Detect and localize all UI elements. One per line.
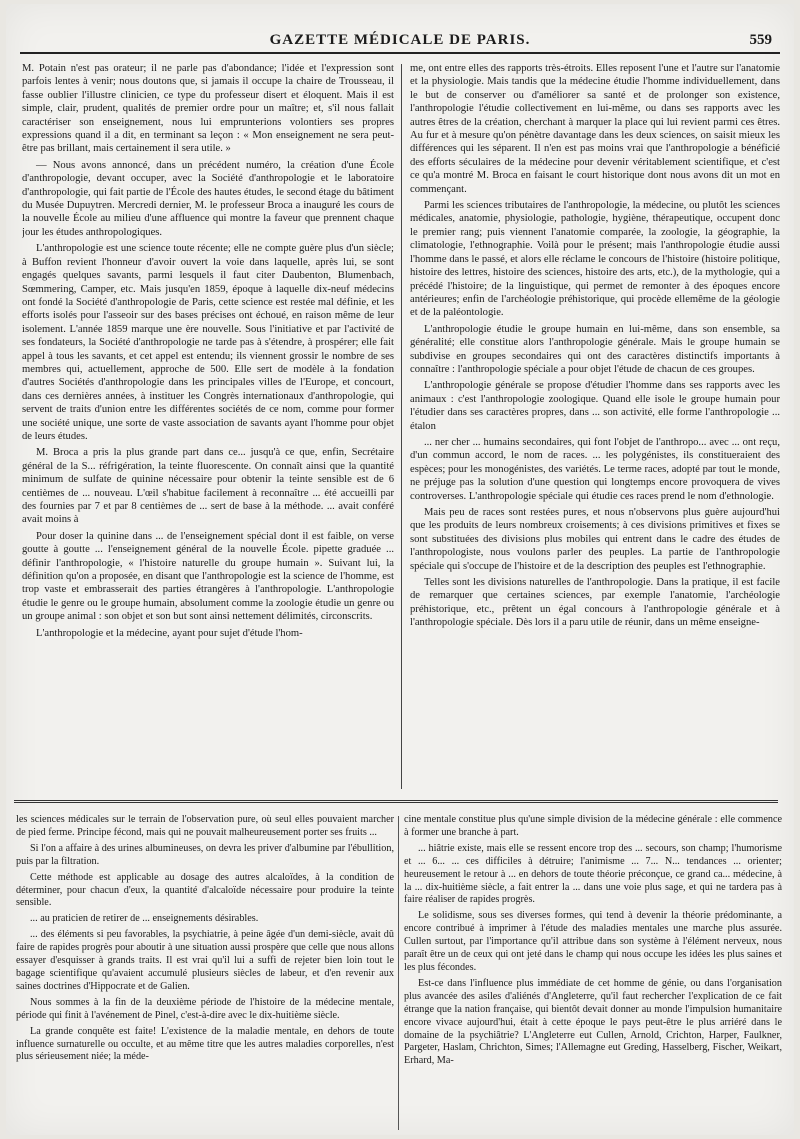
column-divider (401, 64, 402, 789)
paragraph: L'anthropologie étudie le groupe humain en lui-même, dans son ensemble, sa généralité; elle constitue alors l'anthropologie générale. Mais le groupe humain se subdivise en groupes secondaires qui ont des caractères distinctifs importants à connaître : l'anthropologie spéciale a pour objet l'étude de chacun de ces groupes. (410, 323, 780, 375)
paragraph: ... ner cher ... humains secondaires, qui font l'objet de l'anthropo... avec ... ont reçu, d'un commun accord, le nom de races. ... les polygénistes, ils constitueraient des espèces; pour les monogénistes, des variétés. Le terme races, adopté par tout le monde, ne préjuge pas la solution d'une question qui longtemps encore provoquera de vives controverses. L'anthropologie spéciale qui étudie ces races prend le nom d'ethnologie. (410, 436, 780, 502)
paragraph: — Nous avons annoncé, dans un précédent numéro, la création d'une École d'anthropologie, devant occuper, avec la Société d'anthropologie et le laboratoire d'anthropologie, qui fait partie de l'École des hautes études, le second étage du bâtiment du Musée Dupuytren. Mercredi dernier, M. le professeur Broca a inauguré les cours de la nouvelle École au milieu d'une affluence qui montre la faveur que prennent chaque jour les études anthropologiques. (22, 159, 394, 238)
top-right-column (410, 62, 780, 792)
paragraph: M. Broca a pris la plus grande part dans ce... jusqu'à ce que, enfin, Secrétaire général de la S... réfrigération, la teinte fluorescente. On connaît ainsi que la quantité minimum de sulfate de quinine nécessaire pour obtenir la teinte sensible est de 6 centièmes de ... nouveau. L'œil s'habitue facilement à reconnaître ... été accueilli par des fournies par 7 et par 8 centièmes de ... sert de base à la méthode. ... avait conféré avait moins à (22, 447, 394, 526)
paragraph: Pour doser la quinine dans ... de l'enseignement spécial dont il est faible, on verse goutte à goutte ... l'enseignement général de la nouvelle École. pipette graduée ... définir l'anthropologie, « l'histoire naturelle du groupe humain ». Suivant lui, la définition qu'on a proposée, en disant que l'anthropologie est la science de l'homme, est trop vaste et embrasserait des parties étrangères à l'anthropologie. L'anthropologie étudie le genre ou le groupe humain, absolument comme la zoologie étudie un genre ou un groupe animal : son objet et son but sont ainsi nettement délimités, circonscrits. (22, 530, 394, 623)
page-number: 559 (749, 32, 772, 48)
bottom-right-column (404, 814, 782, 1132)
paragraph: Cette méthode est applicable au dosage des autres alcaloïdes, à la condition de déterminer, pour chacun d'eux, la quantité d'alcaloïde nécessaire pour produire la teinte sensible. (16, 871, 394, 909)
paragraph: Telles sont les divisions naturelles de l'anthropologie. Dans la pratique, il est facile de remarquer que certaines sciences, par exemple l'anatomie, l'archéologie préhistorique, etc., prêtent un égal concours à l'anthropologie générale et à l'anthropologie spéciale. Dès lors il a paru utile de réunir, dans un même enseigne- (410, 577, 780, 629)
paragraph: Est-ce dans l'influence plus immédiate de cet homme de génie, ou dans l'organisation plus avancée des asiles d'aliénés d'Angleterre, qu'il faut rechercher l'explication de ce fait étrange que la nation française, qui bientôt devait donner au monde l'impulsion humanitaire encore vivace aujourd'hui, était à cette époque le pays peut-être le plus arriéré dans le domaine de la psychiâtrie? L'Angleterre eut Cullen, Arnold, Crichton, Harper, Faulkner, Pargeter, Haslam, Chrichton, Simes; l'Allemagne eut Greding, Hasselberg, Fischer, Weikart, Erhard, Ma- (404, 977, 782, 1067)
paragraph: cine mentale constitue plus qu'une simple division de la médecine générale : elle commence à former une branche à part. (404, 814, 782, 838)
bottom-left-column (16, 814, 394, 1132)
paragraph: Si l'on a affaire à des urines albumineuses, on devra les priver d'albumine par l'ébullition, puis par la filtration. (16, 842, 394, 867)
paragraph: les sciences médicales sur le terrain de l'observation pure, où seul elles pouvaient marcher de pied ferme. Principe fécond, mais qui ne pouvait malheureusement porter ses fruits ... (16, 814, 394, 838)
paragraph: Mais peu de races sont restées pures, et nous n'observons plus guère aujourd'hui que les produits de leurs nombreux croisements; à ces divisions primitives et fixes se sont substituées des divisions plus mobiles qui entrent dans le cadre des études de l'anthropologiste, nous voulons parler des peuples. La partie de l'anthropologie spéciale qui s'occupe de l'histoire et de la description des peuples est l'ethnographie. (410, 507, 780, 572)
paragraph: M. Potain n'est pas orateur; il ne parle pas d'abondance; l'idée et l'expression sont parfois lentes à venir; nous doutons que, si jamais il occupe la chaire de Trousseau, il fasse oublier l'illustre clinicien, ce type du professeur disert et éloquent. Mais il est simple, clair, prudent, qualités de premier ordre pour un maître; et, s'il nous fallait caractériser son enseignement, nous lui emprunterions volontiers ses propres expressions quand il a dit, en terminant sa leçon : « Mon enseignement ne sera peut-être pas brillant, mais certainement il sera utile. » (22, 63, 394, 155)
paragraph: Nous sommes à la fin de la deuxième période de l'histoire de la médecine mentale, période qui finit à l'avénement de Pinel, c'est-à-dire avec le dix-huitième siècle. (16, 996, 394, 1021)
paragraph: ... des éléments si peu favorables, la psychiatrie, à peine âgée d'un demi-siècle, avait dû faire de rapides progrès pour aboutir à une situation aussi prospère que celle que nous allons essayer d'esquisser à grands traits. Il est vrai qu'il lui a suffi de rejeter bien loin tout le bagage scientifique qu'avaient accumulé plusieurs siècles de labeur, et d'en revenir aux saines doctrines d'Hippocrate et de Galien. (16, 929, 394, 992)
paragraph: L'anthropologie générale se propose d'étudier l'homme dans ses rapports avec les animaux : c'est l'anthropologie zoologique. Quand elle isole le groupe humain pour l'étudier dans ses caractères propres, dans ... son activité, elle forme l'anthropologie ... étalon (410, 380, 780, 432)
section-divider (14, 800, 778, 803)
paragraph: Parmi les sciences tributaires de l'anthropologie, la médecine, ou plutôt les sciences médicales, anatomie, physiologie, pathologie, hygiène, thérapeutique, occupent donc le premier rang; puis viennent l'anatomie comparée, la zoologie, la géographie, la climatologie, l'ethnographie. Voilà pour le présent; mais l'anthropologie étudie aussi l'homme dans le passé, et alors elle réclame le concours de l'histoire (histoire politique, histoire des lettres, histoire des sciences, histoire des arts, etc.), de la mythologie, qui a précédé l'histoire; de la linguistique, qui permet de remonter à des époques encore antérieures; enfin de l'archéologie préhistorique, qui procède ellemême de la géologie et de la paléontologie. (410, 200, 780, 319)
paragraph: me, ont entre elles des rapports très-étroits. Elles reposent l'une et l'autre sur l'anatomie et la physiologie. Mais tandis que la médecine étudie l'homme individuellement, dans le but de conserver ou d'améliorer sa santé et de prolonger son existence, l'anthropologie l'étudie collectivement en lui-même, ou dans ses rapports avec les autres êtres de la création, cherchant à marquer la place qui lui revient parmi ces êtres. Au fur et à mesure qu'on pénètre davantage dans les deux sciences, on saisit mieux les différences qui les séparent. Il n'en est pas moins vrai que l'anthropologie a bénéficié des efforts séculaires de la médecine pour devenir véritablement scientifique, et c'est ce qu'a montré M. Broca en faisant le court historique dont nous avons dit un mot en commençant. (410, 63, 780, 195)
paragraph: La grande conquête est faite! L'existence de la maladie mentale, en dehors de toute influence surnaturelle ou occulte, et au même titre que les autres maladies corporelles, n'est plus sérieusement niée; la méde- (16, 1025, 394, 1063)
paragraph: L'anthropologie et la médecine, ayant pour sujet d'étude l'hom- (36, 627, 303, 639)
paragraph: L'anthropologie est une science toute récente; elle ne compte guère plus d'un siècle; à Buffon revient l'honneur d'avoir ouvert la voie dans laquelle, après lui, se sont engagés quelques savants, parmi lesquels il faut citer Daubenton, Blumenbach, Sœmmering, Camper, etc. Mais jusqu'en 1859, époque à laquelle dix-neuf médecins ont fondé la Société d'anthropologie de Paris, cette science est restée mal définie, et les efforts isolés pour l'asseoir sur des bases précises ont échoué, en raison même de leur isolement. L'année 1859 marque une ère nouvelle. Sous l'initiative et par l'activité de ses fondateurs, la Société d'anthropologie ne tarde pas à s'étendre, à prospérer; elle fait appel à tous les savants, et cet appel est entendu; ils viennent grossir le nombre de ses membres qui, actuellement, approche de 500. Elle sert de modèle à la fondation d'autres Sociétés d'anthropologie dans les principales villes de l'Europe, et concourt, dans ces dernières années, à instituer les Congrès internationaux d'anthropologie, qui servent de traits d'union entre les différentes sociétés de ce nom, comme pour former une société unique, une sorte de vaste association de savants ayant l'homme pour objet de leurs études. (22, 243, 394, 442)
journal-title: GAZETTE MÉDICALE DE PARIS. (269, 32, 531, 48)
bottom-column-divider (398, 816, 399, 1130)
paragraph: Le solidisme, sous ses diverses formes, qui tend à devenir la théorie prédominante, a encore contribué à imprimer à l'étude des maladies mentales une marche plus assurée. Cullen surtout, par l'importance qu'il attribue dans son système à l'élément nerveux, nous paraît être un de ceux qui ont jeté dans le champ qui nous occupe les idées les plus saines et les plus fécondes. (404, 910, 782, 973)
page-header (20, 30, 780, 54)
top-left-column (22, 62, 394, 792)
paragraph: ... hiâtrie existe, mais elle se ressent encore trop des ... secours, son champ; l'humorisme et ... 6... ... ces difficiles à détruire; l'animisme ... 7... N... tendances ... orienter; heureusement le retour à ... en dehors de toute théorie préconçue, ce grand ca... médecine, à la ... dix-huitième siècle, a fait entrer la ... dans une voie plus sage, et qui ne tardera pas à faire réaliser de rapides progrès. (404, 842, 782, 906)
paragraph: ... au praticien de retirer de ... enseignements désirables. (30, 913, 259, 925)
